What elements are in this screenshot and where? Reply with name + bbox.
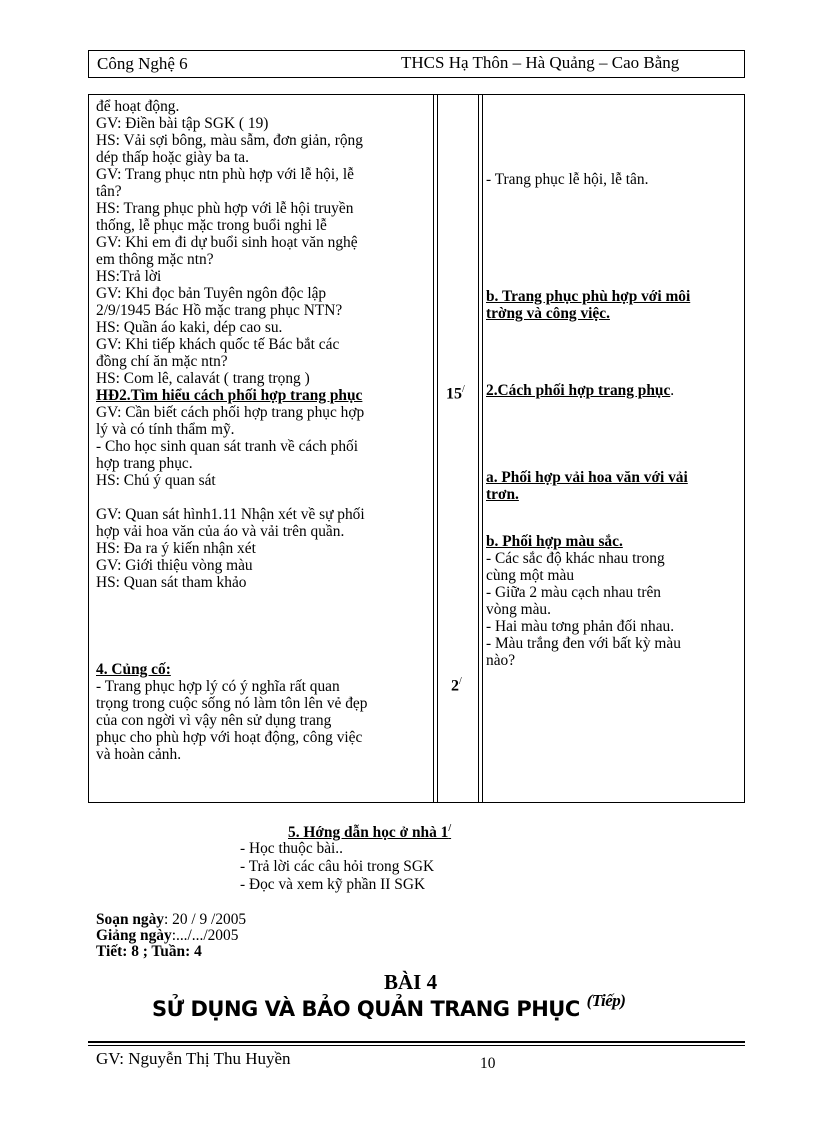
column-divider: [482, 95, 483, 802]
content-heading: 2.Cách phối hợp trang phục: [486, 382, 671, 399]
content-line: - Giữa 2 màu cạch nhau trên: [486, 584, 662, 601]
activity-line: HS:Trả lời: [96, 268, 162, 285]
content-line: - Trang phục lễ hội, lễ tân.: [486, 171, 649, 188]
page-header: [88, 50, 745, 78]
activity-line: GV: Giới thiệu vòng màu: [96, 557, 253, 574]
content-heading-line: [486, 382, 742, 399]
column-divider: [437, 95, 438, 802]
activity-heading: HĐ2.Tìm hiểu cách phối hợp trang phục: [96, 387, 363, 404]
content-heading: a. Phối hợp vải hoa văn với vải: [486, 469, 688, 486]
activity-line: HS: Đa ra ý kiến nhận xét: [96, 540, 256, 557]
activity-line: tân?: [96, 183, 122, 200]
activity-line: thống, lễ phục mặc trong buổi nghi lễ: [96, 217, 327, 234]
time-mark-2: [451, 676, 462, 695]
activity-line: GV: Khi em đi dự buổi sinh hoạt văn nghệ: [96, 234, 358, 251]
review-heading: 4. Củng cố:: [96, 661, 171, 678]
content-line: - Hai màu tơng phản đối nhau.: [486, 618, 675, 635]
activity-line: HS: Chú ý quan sát: [96, 472, 216, 489]
lesson-table: [88, 94, 745, 803]
activity-line: - Trang phục hợp lý có ý nghĩa rất quan: [96, 678, 340, 695]
activity-line: em thông mặc ntn?: [96, 251, 214, 268]
prepared-value: : 20 / 9 /2005: [164, 911, 247, 928]
activity-line: 2/9/1945 Bác Hồ mặc trang phục NTN?: [96, 302, 343, 319]
activity-line: HS: Com lê, calavát ( trang trọng ): [96, 370, 310, 387]
footer-rule: [88, 1041, 745, 1043]
lesson-title-text: SỬ DỤNG VÀ BẢO QUẢN TRANG PHỤC: [152, 997, 580, 1021]
prepared-date: [96, 912, 246, 928]
activity-line: GV: Điền bài tập SGK ( 19): [96, 115, 269, 132]
minute-mark: /: [459, 676, 462, 687]
content-heading: b. Phối hợp màu sắc.: [486, 533, 623, 550]
content-column: [486, 171, 742, 669]
activity-line: hợp trang phục.: [96, 455, 193, 472]
homework-item: - Học thuộc bài..: [240, 840, 343, 857]
activity-line: trọng trong cuộc sống nó làm tôn lên vẻ đẹp: [96, 695, 368, 712]
school-label: THCS Hạ Thôn – Hà Quảng – Cao Bằng: [401, 53, 680, 72]
content-heading: trờng và công việc.: [486, 305, 610, 322]
homework-item: - Trả lời các câu hỏi trong SGK: [240, 858, 435, 875]
lesson-number: BÀI 4: [384, 970, 438, 994]
content-heading: b. Trang phục phù hợp với môi: [486, 288, 691, 305]
activity-line: GV: Cần biết cách phối hợp trang phục hợp: [96, 404, 365, 421]
taught-date: [96, 928, 246, 944]
lesson-meta: [96, 912, 246, 960]
activity-line: GV: Trang phục ntn phù hợp với lễ hội, lễ: [96, 166, 354, 183]
content-line: nào?: [486, 652, 516, 669]
time-value: 15: [446, 385, 462, 403]
activity-line: GV: Quan sát hình1.11 Nhận xét về sự phối: [96, 506, 365, 523]
time-mark-15: [446, 384, 465, 403]
column-divider: [433, 95, 434, 802]
activity-line: để hoạt động.: [96, 98, 180, 115]
content-line: - Các sắc độ khác nhau trong: [486, 550, 665, 567]
minute-mark: /: [448, 823, 452, 834]
content-heading: trơn.: [486, 486, 519, 503]
column-divider: [478, 95, 479, 802]
activity-line: HS: Quan sát tham khảo: [96, 574, 247, 591]
taught-label: Giảng ngày: [96, 927, 172, 944]
activity-line: phục cho phù hợp với hoạt động, công việc: [96, 729, 363, 746]
teacher-name: GV: Nguyễn Thị Thu Huyền: [96, 1049, 291, 1068]
activity-line: HS: Quần áo kaki, dép cao su.: [96, 319, 283, 336]
content-line: cùng một màu: [486, 567, 575, 584]
homework-list: [240, 840, 434, 894]
time-value: 2: [451, 677, 459, 695]
homework-item: - Đọc và xem kỹ phần II SGK: [240, 876, 426, 893]
homework-title: [288, 820, 451, 842]
page-number: 10: [480, 1055, 496, 1072]
activity-line: của con ngời vì vậy nên sử dụng trang: [96, 712, 332, 729]
lesson-title: [152, 991, 626, 1021]
activity-line: dép thấp hoặc giày ba ta.: [96, 149, 249, 166]
activity-line: GV: Khi đọc bản Tuyên ngôn độc lập: [96, 285, 327, 302]
homework-title-text: 5. Hớng dẫn học ở nhà 1: [288, 824, 449, 842]
activity-line: HS: Trang phục phù hợp với lễ hội truyền: [96, 200, 354, 217]
activity-line: - Cho học sinh quan sát tranh về cách phối: [96, 438, 359, 455]
activity-line: HS: Vải sợi bông, màu sẫm, đơn giản, rộng: [96, 132, 363, 149]
content-line: - Màu trắng đen với bất kỳ màu: [486, 635, 681, 652]
activity-line: GV: Khi tiếp khách quốc tế Bác bắt các: [96, 336, 340, 353]
footer-rule: [88, 1045, 745, 1046]
subject-label: Công Nghệ 6: [97, 54, 188, 73]
activity-line: và hoàn cảnh.: [96, 746, 182, 763]
minute-mark: /: [462, 384, 465, 395]
activities-column: [96, 98, 430, 763]
taught-value: :.../.../2005: [171, 927, 239, 944]
period-week: Tiết: 8 ; Tuần: 4: [96, 943, 202, 960]
activity-line: lý và có tính thẩm mỹ.: [96, 421, 235, 438]
lesson-title-suffix: (Tiếp): [586, 991, 626, 1010]
heading-dot: .: [670, 382, 675, 399]
activity-line: đồng chí ăn mặc ntn?: [96, 353, 228, 370]
content-line: vòng màu.: [486, 601, 551, 618]
activity-line: hợp vải hoa văn của áo và vải trên quần.: [96, 523, 345, 540]
prepared-label: Soạn ngày: [96, 911, 165, 928]
